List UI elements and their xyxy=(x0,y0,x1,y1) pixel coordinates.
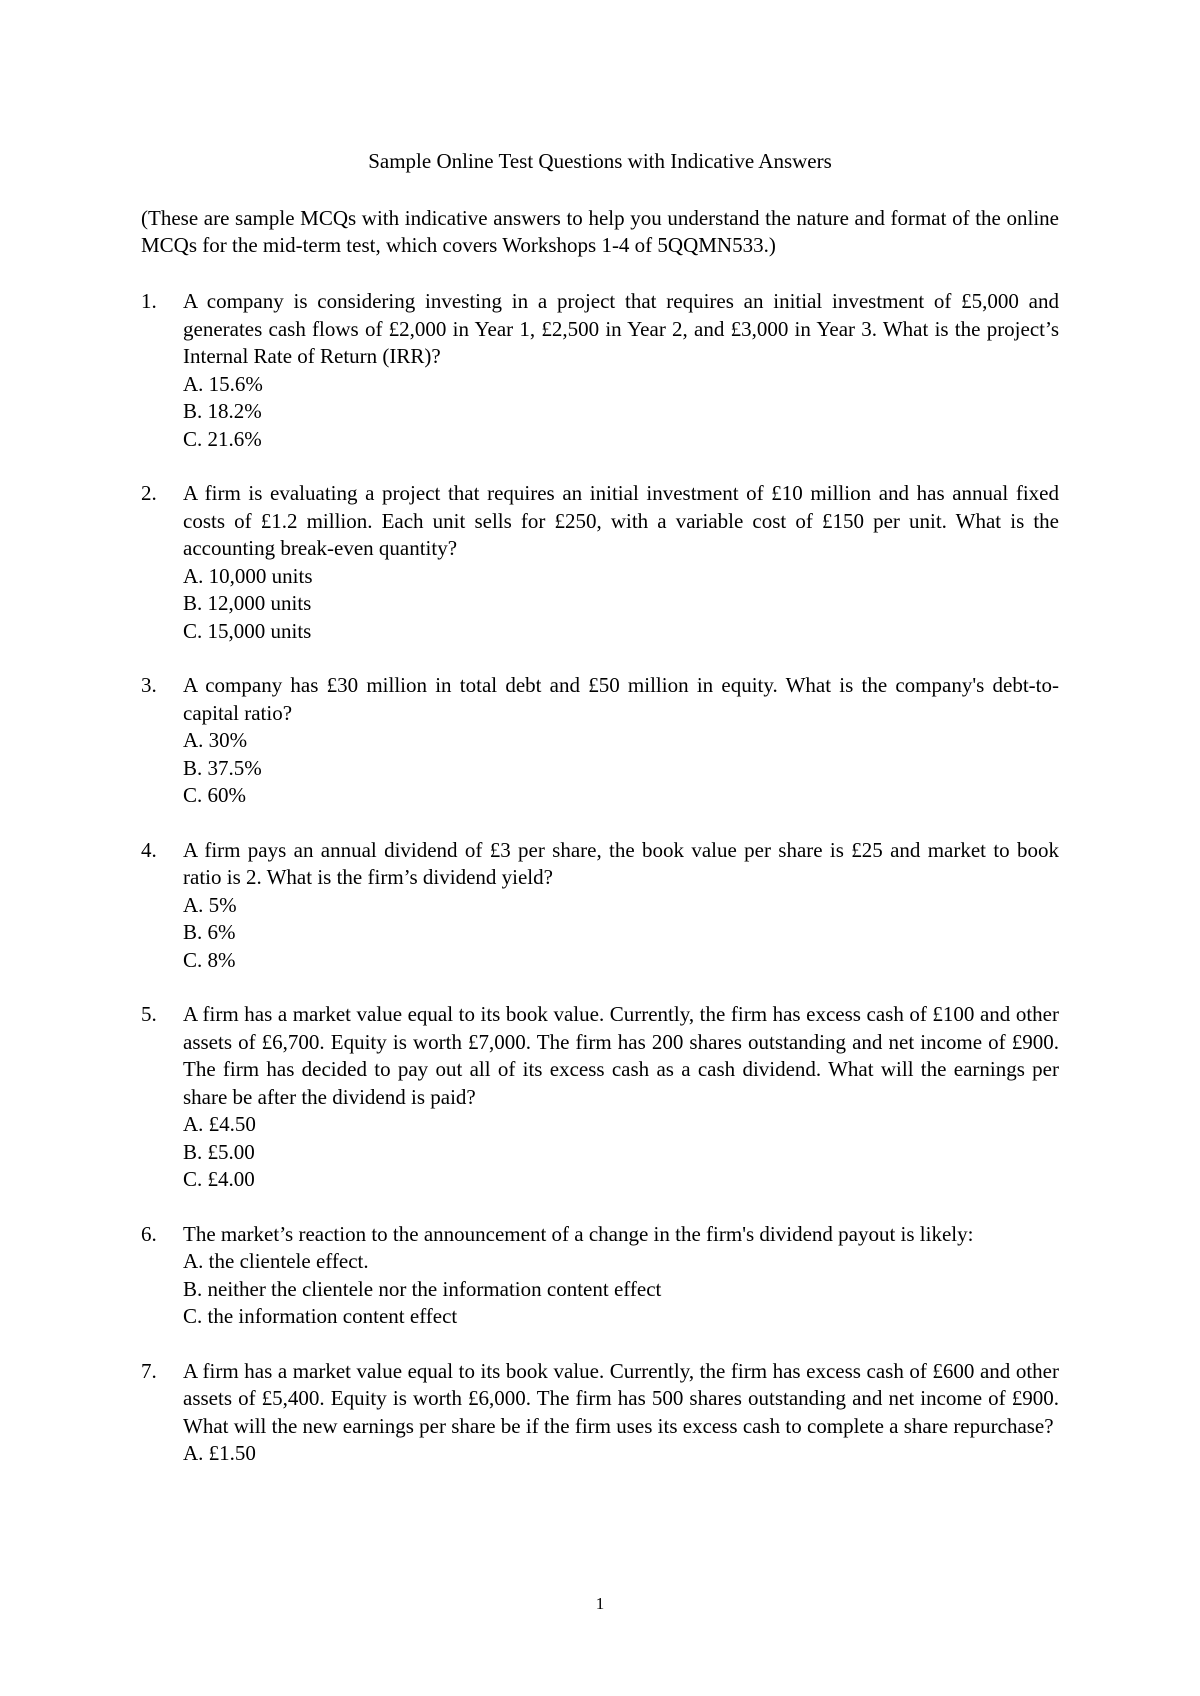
question-text: The market’s reaction to the announcement of a change in the firm's dividend payout is likely: xyxy=(183,1221,974,1246)
option-item: A. 10,000 units xyxy=(183,563,313,588)
option-item: A. 30% xyxy=(183,728,248,752)
question-list xyxy=(141,288,1059,1495)
option-list xyxy=(183,1111,1059,1194)
option-item: A. the clientele effect. xyxy=(183,1249,369,1273)
option-item: C. 60% xyxy=(183,783,246,807)
question-item xyxy=(141,672,1059,810)
question-number: 1. xyxy=(141,289,157,313)
question-item xyxy=(141,837,1059,975)
option-item: B. 18.2% xyxy=(183,399,262,423)
intro-paragraph: (These are sample MCQs with indicative answers to help you understand the nature and format of the online MCQs for the mid-term test, which covers Workshops 1-4 of 5QQMN533.) xyxy=(141,206,1059,257)
question-number: 4. xyxy=(141,837,157,862)
option-item: A. £4.50 xyxy=(183,1112,256,1136)
question-text: A firm is evaluating a project that requires an initial investment of £10 million and has annual fixed costs of £1.2 million. Each unit sells for £250, with a variable cost of £150 per unit. What is the accounting break-even quantity? xyxy=(183,481,1059,560)
option-list xyxy=(183,1248,1059,1331)
option-item: B. £5.00 xyxy=(183,1139,255,1164)
option-list xyxy=(183,563,1059,646)
option-item: A. £1.50 xyxy=(183,1441,256,1465)
question-text: A company is considering investing in a project that requires an initial investment of £5,000 and generates cash flows of £2,000 in Year 1, £2,500 in Year 2, and £3,000 in Year 3. What is the project’s Internal Rate of Return (IRR)? xyxy=(183,289,1059,368)
option-item: C. 21.6% xyxy=(183,426,262,451)
option-item: A. 15.6% xyxy=(183,371,263,396)
question-text: A firm has a market value equal to its book value. Currently, the firm has excess cash of £100 and other assets of £6,700. Equity is worth £7,000. The firm has 200 shares outstanding and net income of £900. The firm has decided to pay out all of its excess cash as a cash dividend. What will the earnings per share be after the dividend is paid? xyxy=(183,1002,1059,1109)
question-text: A firm has a market value equal to its book value. Currently, the firm has excess cash of £600 and other assets of £5,400. Equity is worth £6,000. The firm has 500 shares outstanding and net income of £900. What will the new earnings per share be if the firm uses its excess cash to complete a share repurchase? xyxy=(183,1358,1059,1438)
option-item: C. the information content effect xyxy=(183,1304,458,1328)
question-number: 7. xyxy=(141,1358,157,1383)
option-list xyxy=(183,1440,1059,1468)
option-list xyxy=(183,371,1059,454)
option-item: C. 8% xyxy=(183,947,236,972)
option-item: B. neither the clientele nor the information content effect xyxy=(183,1276,662,1301)
question-number: 2. xyxy=(141,481,157,505)
question-item xyxy=(141,1001,1059,1194)
document-title: Sample Online Test Questions with Indicative Answers xyxy=(368,149,832,173)
question-number: 6. xyxy=(141,1221,157,1246)
question-item xyxy=(141,1358,1059,1468)
question-text: A firm pays an annual dividend of £3 per share, the book value per share is £25 and market to book ratio is 2. What is the firm’s dividend yield? xyxy=(183,837,1059,889)
option-list xyxy=(183,892,1059,975)
option-item: B. 12,000 units xyxy=(183,591,312,615)
question-item xyxy=(141,1221,1059,1331)
option-item: B. 37.5% xyxy=(183,755,262,780)
page-number: 1 xyxy=(595,1594,605,1613)
option-list xyxy=(183,727,1059,810)
question-item xyxy=(141,480,1059,645)
question-text: A company has £30 million in total debt and £50 million in equity. What is the company's debt-to-capital ratio? xyxy=(183,673,1059,725)
option-item: B. 6% xyxy=(183,920,236,944)
question-number: 5. xyxy=(141,1002,157,1026)
question-item xyxy=(141,288,1059,453)
question-number: 3. xyxy=(141,673,157,697)
option-item: C. £4.00 xyxy=(183,1167,255,1191)
option-item: A. 5% xyxy=(183,892,237,917)
option-item: C. 15,000 units xyxy=(183,618,312,643)
